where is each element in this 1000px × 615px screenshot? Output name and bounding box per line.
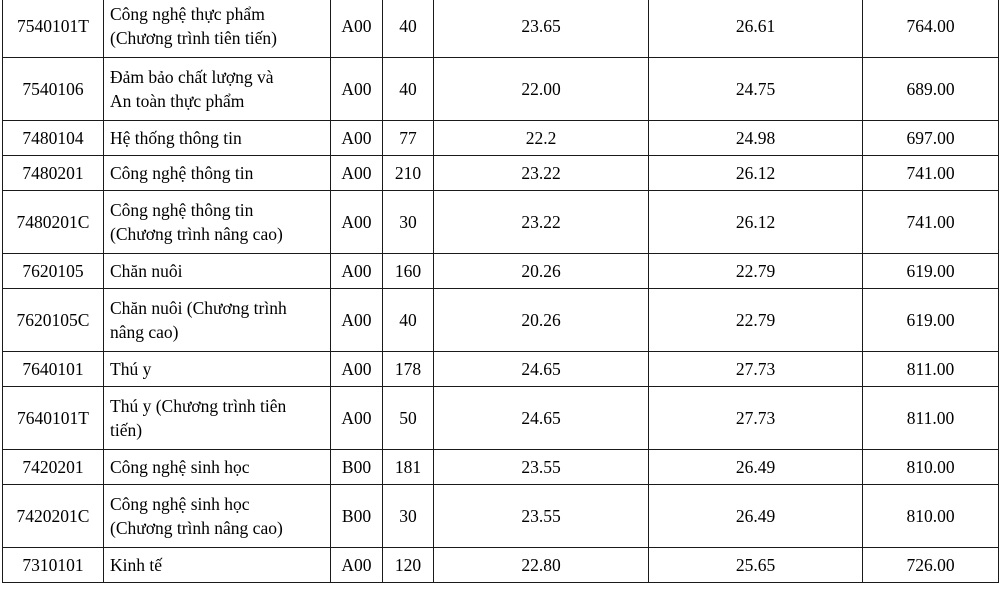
major-code-cell: 7480104 <box>3 121 104 156</box>
quota-cell: 40 <box>383 289 434 352</box>
major-name-line: (Chương trình tiên tiến) <box>110 28 277 48</box>
major-name-line: Công nghệ sinh học <box>110 494 250 514</box>
score-cell-1: 23.65 <box>434 0 649 58</box>
major-code-cell: 7480201 <box>3 156 104 191</box>
score-cell-3: 810.00 <box>863 485 999 548</box>
major-name-line: Đảm bảo chất lượng và <box>110 67 274 87</box>
score-cell-3: 741.00 <box>863 156 999 191</box>
major-name-line: (Chương trình nâng cao) <box>110 518 283 538</box>
subject-block-cell: A00 <box>331 191 383 254</box>
table-row <box>3 548 999 583</box>
score-cell-2: 24.75 <box>649 58 863 121</box>
major-name-line: Thú y (Chương trình tiên <box>110 396 287 416</box>
quota-cell: 30 <box>383 485 434 548</box>
quota-cell: 210 <box>383 156 434 191</box>
major-name-cell <box>104 121 331 156</box>
major-name-line: tiến) <box>110 420 143 440</box>
table-row <box>3 387 999 450</box>
score-cell-3: 764.00 <box>863 0 999 58</box>
major-code-cell: 7540101T <box>3 0 104 58</box>
score-cell-1: 23.22 <box>434 156 649 191</box>
major-name-cell <box>104 548 331 583</box>
major-name-cell <box>104 450 331 485</box>
major-name-cell <box>104 156 331 191</box>
table-row <box>3 0 999 58</box>
subject-block-cell: A00 <box>331 548 383 583</box>
major-name-line: Thú y <box>110 359 152 379</box>
subject-block-cell: A00 <box>331 352 383 387</box>
table-row <box>3 156 999 191</box>
score-cell-3: 619.00 <box>863 289 999 352</box>
score-cell-3: 741.00 <box>863 191 999 254</box>
major-name-line: Công nghệ thông tin <box>110 163 254 183</box>
major-name-line: Kinh tế <box>110 555 163 575</box>
table-row <box>3 191 999 254</box>
score-cell-1: 22.2 <box>434 121 649 156</box>
score-cell-1: 20.26 <box>434 254 649 289</box>
subject-block-cell: A00 <box>331 289 383 352</box>
score-cell-3: 811.00 <box>863 352 999 387</box>
subject-block-cell: A00 <box>331 58 383 121</box>
score-cell-1: 24.65 <box>434 352 649 387</box>
score-cell-2: 24.98 <box>649 121 863 156</box>
major-code-cell: 7540106 <box>3 58 104 121</box>
table-row <box>3 352 999 387</box>
score-cell-2: 27.73 <box>649 387 863 450</box>
major-code-cell: 7420201C <box>3 485 104 548</box>
score-cell-1: 23.55 <box>434 485 649 548</box>
major-name-line: An toàn thực phẩm <box>110 91 245 111</box>
major-name-cell <box>104 191 331 254</box>
quota-cell: 50 <box>383 387 434 450</box>
major-name-line: Công nghệ sinh học <box>110 457 250 477</box>
score-cell-2: 26.12 <box>649 191 863 254</box>
table-row <box>3 450 999 485</box>
subject-block-cell: A00 <box>331 0 383 58</box>
table-row <box>3 58 999 121</box>
quota-cell: 120 <box>383 548 434 583</box>
score-cell-3: 619.00 <box>863 254 999 289</box>
major-name-line: Chăn nuôi (Chương trình <box>110 298 287 318</box>
score-cell-1: 22.80 <box>434 548 649 583</box>
score-cell-3: 811.00 <box>863 387 999 450</box>
score-cell-2: 26.12 <box>649 156 863 191</box>
table-row <box>3 289 999 352</box>
score-cell-2: 26.49 <box>649 485 863 548</box>
major-name-line: Hệ thống thông tin <box>110 128 242 148</box>
major-code-cell: 7420201 <box>3 450 104 485</box>
major-code-cell: 7620105C <box>3 289 104 352</box>
table-row <box>3 121 999 156</box>
score-cell-3: 726.00 <box>863 548 999 583</box>
subject-block-cell: A00 <box>331 387 383 450</box>
score-cell-1: 24.65 <box>434 387 649 450</box>
score-cell-2: 22.79 <box>649 254 863 289</box>
subject-block-cell: A00 <box>331 121 383 156</box>
major-name-cell <box>104 485 331 548</box>
subject-block-cell: B00 <box>331 450 383 485</box>
table-row <box>3 254 999 289</box>
major-code-cell: 7480201C <box>3 191 104 254</box>
score-cell-1: 22.00 <box>434 58 649 121</box>
subject-block-cell: A00 <box>331 156 383 191</box>
quota-cell: 160 <box>383 254 434 289</box>
score-cell-2: 26.49 <box>649 450 863 485</box>
major-name-line: Công nghệ thông tin <box>110 200 254 220</box>
subject-block-cell: B00 <box>331 485 383 548</box>
major-code-cell: 7310101 <box>3 548 104 583</box>
quota-cell: 77 <box>383 121 434 156</box>
score-cell-3: 689.00 <box>863 58 999 121</box>
quota-cell: 40 <box>383 58 434 121</box>
score-cell-1: 20.26 <box>434 289 649 352</box>
major-name-cell <box>104 387 331 450</box>
major-name-cell <box>104 254 331 289</box>
major-code-cell: 7640101T <box>3 387 104 450</box>
major-name-line: Công nghệ thực phẩm <box>110 4 265 24</box>
score-cell-3: 697.00 <box>863 121 999 156</box>
score-cell-2: 25.65 <box>649 548 863 583</box>
major-name-cell <box>104 58 331 121</box>
major-name-cell <box>104 289 331 352</box>
score-cell-1: 23.22 <box>434 191 649 254</box>
major-name-line: (Chương trình nâng cao) <box>110 224 283 244</box>
score-cell-2: 26.61 <box>649 0 863 58</box>
score-cell-2: 22.79 <box>649 289 863 352</box>
major-name-line: Chăn nuôi <box>110 261 183 281</box>
major-name-cell <box>104 0 331 58</box>
quota-cell: 40 <box>383 0 434 58</box>
subject-block-cell: A00 <box>331 254 383 289</box>
major-name-cell <box>104 352 331 387</box>
admission-scores-table <box>2 0 999 583</box>
table-row <box>3 485 999 548</box>
quota-cell: 30 <box>383 191 434 254</box>
major-code-cell: 7640101 <box>3 352 104 387</box>
score-cell-2: 27.73 <box>649 352 863 387</box>
major-code-cell: 7620105 <box>3 254 104 289</box>
major-name-line: nâng cao) <box>110 322 179 342</box>
quota-cell: 178 <box>383 352 434 387</box>
quota-cell: 181 <box>383 450 434 485</box>
score-cell-1: 23.55 <box>434 450 649 485</box>
score-cell-3: 810.00 <box>863 450 999 485</box>
